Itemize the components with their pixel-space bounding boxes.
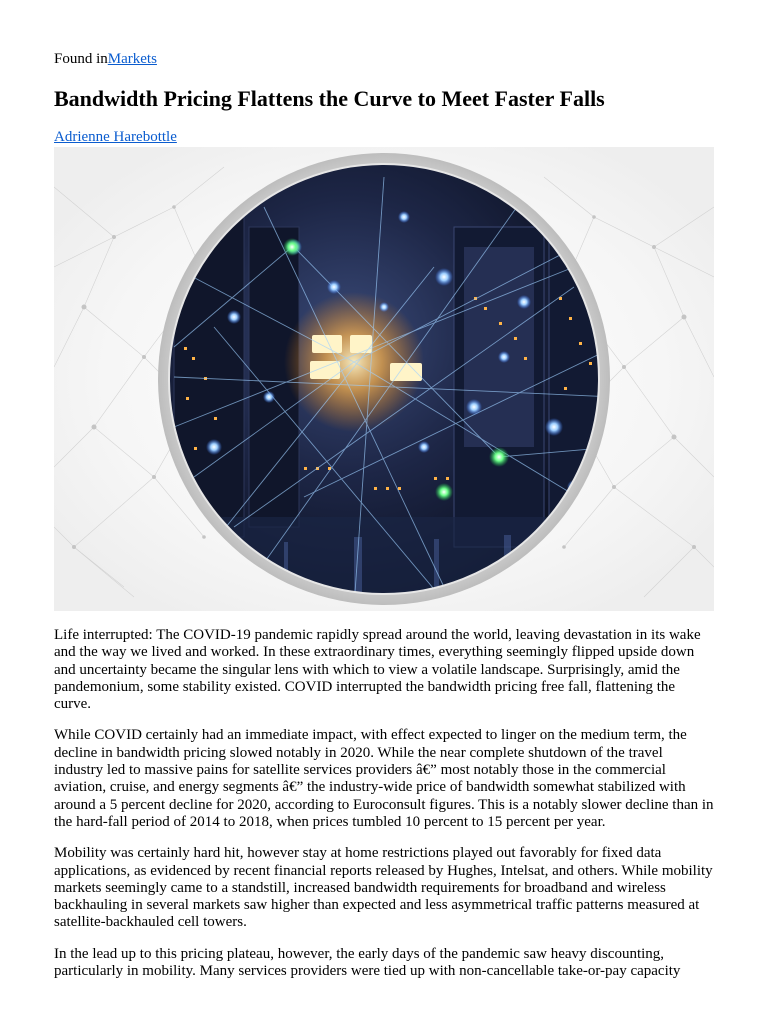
found-in-label: Found in bbox=[54, 51, 108, 67]
article-body bbox=[54, 627, 714, 994]
hero-image bbox=[54, 147, 714, 611]
article-paragraph-4: In the lead up to this pricing plateau, however, the early days of the pandemic saw heavy discounting, particularly in mobility. Many services providers were tied up with non-cancellable take-or-pay capacity bbox=[54, 945, 681, 980]
article-paragraph-3: Mobility was certainly hard hit, however stay at home restrictions played out favorably for fixed data applications, as evidenced by recent financial reports released by Hughes, Intelsat, and others. While mobility markets seemingly came to a standstill, increased bandwidth requirements for broadband and wireless backhauling in several markets saw higher than expected and less asymmetrical traffic patterns measured at satellite-backhauled cell towers. bbox=[54, 845, 713, 931]
author-line bbox=[54, 128, 177, 146]
markets-category-link[interactable]: Markets bbox=[107, 51, 157, 67]
article-paragraph-1: Life interrupted: The COVID-19 pandemic rapidly spread around the world, leaving devastation in its wake and the way we lived and worked. In these extraordinary times, everything seemingly flipped upside down and uncertainty became the singular lens with which to view a volatile landscape. Surprisingly, amid the pandemonium, some stability existed. COVID interrupted the bandwidth pricing free fall, flattening the curve. bbox=[54, 627, 701, 713]
author-link[interactable]: Adrienne Harebottle bbox=[54, 129, 177, 145]
data-center-network-image bbox=[54, 147, 714, 611]
article-title: Bandwidth Pricing Flattens the Curve to Meet Faster Falls bbox=[54, 86, 605, 111]
article-paragraph-2: While COVID certainly had an immediate impact, with effect expected to linger on the medium term, the decline in bandwidth pricing slowed notably in 2020. While the near complete shutdown of the travel industry led to massive pains for satellite services providers â€” most notably those in the commercial aviation, cruise, and energy segments â€” the industry-wide price of bandwidth somewhat stabilized with around a 5 percent decline for 2020, according to Euroconsult figures. This is a notably slower decline than in the hard-fall period of 2014 to 2018, when prices tumbled 10 percent to 15 percent per year. bbox=[54, 727, 714, 830]
found-in-line bbox=[54, 50, 157, 68]
